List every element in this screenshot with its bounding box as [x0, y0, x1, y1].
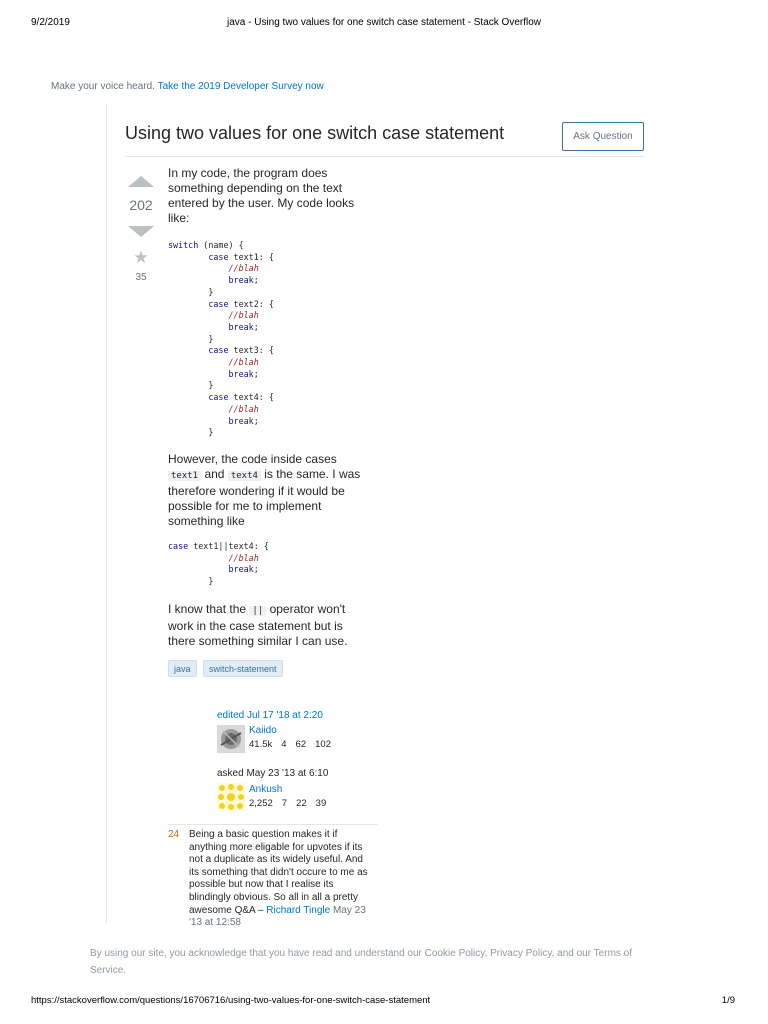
question-body-paragraph-2: [168, 452, 378, 529]
code-keyword: break: [228, 415, 254, 426]
code-keyword: case: [208, 345, 229, 356]
comment-date[interactable]: May 23 '13 at 12:58: [189, 904, 366, 929]
asker-avatar[interactable]: [217, 783, 245, 811]
terms-link[interactable]: Terms of Service: [90, 948, 633, 976]
body-line: In my code, the program does: [168, 166, 328, 180]
comment: [189, 829, 374, 930]
bronze-badges: 102: [315, 739, 331, 750]
code-line: break;: [228, 275, 259, 286]
code-keyword: case: [208, 251, 229, 262]
code-keyword: case: [208, 392, 229, 403]
code-line: [168, 404, 378, 416]
code-line: case text1||text4: {: [168, 541, 269, 551]
body-line: something like: [168, 514, 245, 528]
body-text: and: [204, 467, 225, 481]
vote-count: 202: [129, 197, 153, 213]
code-comment: //blah: [228, 403, 259, 414]
survey-link[interactable]: Take the 2019 Developer Survey now: [157, 81, 324, 92]
comment-divider: [168, 824, 378, 825]
survey-prefix: Make your voice heard.: [51, 81, 155, 92]
body-line: possible for me to implement: [168, 499, 322, 513]
editor-name[interactable]: Kaiido: [249, 725, 277, 736]
gold-badges: 4: [281, 739, 287, 750]
body-text: I know that the: [168, 602, 247, 616]
notice-text: , and our: [551, 948, 592, 959]
body-line: something depending on the text: [168, 181, 343, 195]
print-date: 9/2/2019: [31, 17, 70, 28]
code-keyword: break: [228, 368, 254, 379]
body-line: entered by the user. My code looks: [168, 196, 355, 210]
reputation: 2,252: [249, 798, 273, 809]
code-line: switch (name) {: [168, 240, 244, 250]
code-block-combined-case: [168, 541, 378, 588]
code-line: break;: [228, 368, 259, 379]
silver-badges: 62: [295, 739, 307, 750]
downvote-arrow-icon[interactable]: [128, 226, 154, 237]
code-keyword: break: [228, 321, 254, 332]
notice-text: .: [123, 965, 127, 976]
question-body-paragraph-3: [168, 602, 378, 649]
inline-code: ||: [249, 606, 266, 616]
code-line: [168, 263, 378, 275]
code-line: case text2: {: [208, 298, 274, 309]
code-line: }: [168, 427, 214, 438]
comment-text: Being a basic question makes it if anything more eligable for upvotes if its not a duplicate as its widely useful. And its something that didn't occure to me as possible but now that I realise its blindingly obvious. So all in all a pretty awesome Q&A –: [189, 829, 368, 916]
print-page-title: java - Using two values for one switch case statement - Stack Overflow: [226, 17, 541, 28]
code-keyword: switch: [168, 240, 199, 250]
inline-code: text1: [168, 471, 201, 481]
code-line: [168, 357, 378, 369]
code-keyword: break: [228, 564, 254, 575]
code-comment: //blah: [228, 263, 259, 274]
body-line: work in the case statement but is: [168, 619, 343, 633]
print-page-number: 1/9: [721, 995, 735, 1006]
body-text: operator won't: [269, 602, 346, 616]
code-line: }: [168, 333, 214, 344]
code-line: [168, 553, 378, 565]
reputation: 41.5k: [249, 739, 273, 750]
code-line: [168, 310, 378, 322]
favorite-star-icon[interactable]: ★: [133, 248, 149, 267]
code-line: case text3: {: [208, 345, 274, 356]
body-line: [168, 467, 378, 484]
gold-badges: 7: [281, 798, 288, 809]
cookie-notice: By using our site, you acknowledge that you have read and understand our Cookie Policy, Privacy Policy, and our Terms of Service.: [90, 948, 633, 976]
upvote-arrow-icon[interactable]: [128, 176, 154, 187]
body-line: [168, 602, 378, 619]
comment-score: 24: [168, 829, 180, 840]
bronze-badges: 39: [315, 798, 327, 809]
asker-name[interactable]: Ankush: [249, 784, 283, 795]
print-url: https://stackoverflow.com/questions/16706716/using-two-values-for-one-switch-case-statement: [31, 995, 431, 1006]
code-keyword: case: [208, 298, 229, 309]
asked-timestamp: asked May 23 '13 at 6:10: [217, 768, 329, 779]
code-line: }: [168, 286, 214, 297]
cookie-policy-link[interactable]: Cookie Policy: [424, 948, 485, 959]
code-line: break;: [228, 415, 259, 426]
edited-timestamp[interactable]: edited Jul 17 '18 at 2:20: [217, 710, 323, 721]
silver-badges: 22: [296, 798, 307, 809]
body-line: there something similar I can use.: [168, 634, 348, 648]
title-divider: [125, 156, 645, 157]
comment-user[interactable]: Richard Tingle: [266, 904, 331, 916]
editor-stats: [249, 739, 340, 750]
code-comment: //blah: [228, 357, 259, 368]
code-keyword: break: [228, 275, 254, 286]
body-line: However, the code inside cases: [168, 452, 337, 466]
content-divider: [106, 104, 107, 924]
tag-switch-statement[interactable]: switch-statement: [203, 660, 283, 677]
body-line: like:: [168, 211, 190, 225]
tag-java[interactable]: java: [168, 660, 197, 677]
code-line: break;: [228, 321, 259, 332]
privacy-policy-link[interactable]: Privacy Policy: [490, 948, 552, 959]
code-comment: //blah: [228, 552, 259, 563]
favorite-count: 35: [135, 272, 147, 283]
question-body-paragraph-1: [168, 166, 378, 226]
body-text: is the same. I was: [264, 467, 361, 481]
question-title[interactable]: Using two values for one switch case statement: [125, 123, 505, 143]
inline-code: text4: [228, 471, 261, 481]
notice-text: By using our site, you acknowledge that you have read and understand our: [90, 948, 422, 959]
code-line: }: [168, 576, 214, 587]
survey-banner: [51, 81, 324, 92]
code-block-switch: [168, 240, 378, 439]
editor-avatar[interactable]: [217, 725, 245, 753]
asker-stats: [249, 798, 335, 809]
code-keyword: case: [168, 541, 189, 551]
code-line: }: [168, 380, 214, 391]
code-line: break;: [228, 564, 259, 575]
code-comment: //blah: [228, 310, 259, 321]
body-line: therefore wondering if it would be: [168, 484, 345, 498]
ask-question-button[interactable]: Ask Question: [562, 122, 644, 151]
code-line: case text4: {: [208, 392, 274, 403]
code-line: case text1: {: [208, 251, 274, 262]
